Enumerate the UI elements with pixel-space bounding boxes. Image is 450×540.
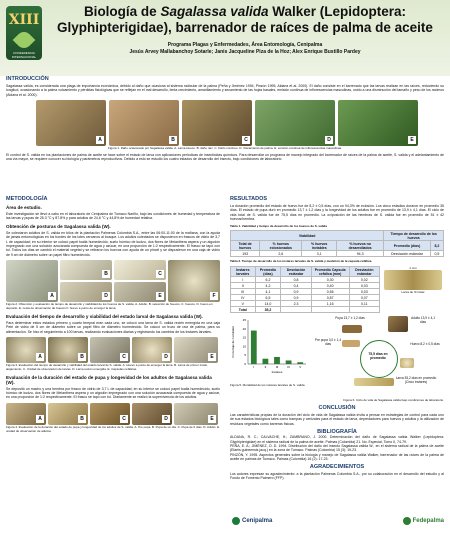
y-axis-label: Porcentaje de mortalidad — [231, 326, 235, 358]
figure-6-caption: Figura 6. Ciclo de vida de Sagalassa valida bajo condiciones de laboratorio. — [343, 398, 444, 403]
conference-logo-text: CONFERENCIA INTERNACIONAL — [11, 51, 37, 59]
fig2-photo-e: E — [114, 282, 166, 302]
methods-column — [6, 196, 220, 540]
bibliography-heading: BIBLIOGRAFÍA — [317, 429, 357, 436]
program-line: Programa Plagas y Enfermedades, Área Entomología, Cenipalma — [167, 42, 323, 48]
figure-2 — [6, 260, 220, 302]
table-2 — [230, 266, 380, 313]
introduction-section — [6, 76, 444, 165]
oviposition-text: Se colectaron adultos de S. valida en bilos de la plantación Palmeras Colombia S.A., entre las 06:00-11:00 de la mañana, con la ayuda de jamas entomológicas en los bordes de los lotes cercanos al bosque. Los adultos colectados se dispusieron en frascos de vidrio de 3,7 L de capacidad; en su interior se colocó papel toalla humedecido, suelo húmico de kudzu, dos flores de Melanthera aspera y un algodón impregnado con una solución azucarada compuesta de agua y azúcar, en una proporción de 1:2 respectivamente. El frasco se tapó con tul. Todos los días se cambió el material vegetal y se retiraron los huevos con ayuda de un pincel y se dispusieron en una caja de vidrio de 9 cm de diámetro sobre un papel filtro humedecido. — [6, 230, 220, 257]
cenipalma-logo: Cenipalma — [232, 517, 272, 525]
conclusion-text: Las características propias de la duración del ciclo de vida de Sagalassa valida invita a pensar en estrategias de control para cada uno de sus estados biológicos tales como trampas y cenizales para el estado de larva, depredadores para huevos y adultos y la utilización de residuos vegetales como barreras físicas. — [230, 413, 444, 426]
poster-title-line2: Glyphipterigidae), barrenador de raíces de palma de aceite — [57, 20, 433, 35]
scale-label: 1 mm — [409, 266, 417, 271]
table-row: III 4,1 0,9 0,56 0,03 — [231, 289, 380, 295]
bib-ref: PEÑA, E. A.; JIMÉNEZ, O. D. 1994. Distribución del daño del insecto Sagalassa valida W., en el sistema radical de la palma de aceite (Elaeis guineensis jacq.) en la zona de Tumaco. Palmas (Colombia) 15 (3): 19-23. — [230, 444, 444, 453]
prepupa-photo — [342, 340, 360, 347]
fig4-photo-c: C — [90, 403, 130, 425]
t1-header: % huevos inviables — [302, 241, 337, 251]
fig3-photo-b: B — [48, 337, 88, 363]
fig4-photo-e: E — [174, 403, 218, 425]
sponsor-logos — [232, 506, 444, 536]
t2-header: Promedio (días) — [255, 267, 281, 277]
pupa-photo — [342, 325, 362, 333]
egg-photo — [400, 358, 414, 368]
fig2-photo-f: F — [168, 260, 220, 302]
fedepalma-logo: Fedepalma — [403, 517, 444, 525]
t1-dev-value: 0,5 — [430, 251, 443, 257]
table-1-title: Tabla 1. Viabilidad y tiempo de desarrollo de los huevos de S. valida — [230, 223, 327, 228]
t1-header: % huevos eclosionados — [260, 241, 302, 251]
table-row: IV 6,5 0,9 0,87 0,07 — [231, 295, 380, 301]
conference-logo — [6, 6, 42, 60]
table-row: 193 2,6 3,1 94,3 Desviación estándar 0,5 — [231, 251, 444, 257]
fig2-photo-d: D — [60, 282, 112, 302]
thanks-text: Los autores expresan su agradecimiento: a la plantación Palmeras Colombia S.A., por su colaboración en el desarrollo del estudio y al Fondo de Fomento Palmero (FFP). — [230, 471, 444, 481]
fedepalma-mark-icon — [403, 517, 411, 525]
fig4-photo-d: D — [132, 403, 172, 425]
cycle-prepupa: Pre pupa 3,0 ± 1,4 días — [314, 338, 342, 347]
table-row: I 6,2 0,8 0,30 0,02 — [231, 277, 380, 283]
poster-title-line1: Biología de Sagalassa valida Walker (Lepidoptera: — [83, 4, 407, 19]
results-text: La duración promedio del estado de huevo fue de 8,2 ± 0,5 días, con un 94,3% de eclosión. Los cinco estadios duraron en promedio 35 días. El estado de pupa duró en promedio 13,7 ± 1,2 días y la longevidad de los adultos fue en promedio de 13,9 ± 4,1 días. El ciclo de vida total de S. valida fue de 75,5 días en promedio. La oviposición de las hembras de S. valida fue en promedio de 51 ± 42 huevos/hembra. — [230, 204, 444, 222]
figure-1-row — [36, 100, 444, 146]
results-column — [230, 196, 444, 540]
t2-header: Instares larvales — [231, 267, 256, 277]
bar-instar-V — [297, 362, 303, 364]
x-tick-label: III — [275, 365, 279, 370]
conference-logo-number: XIII — [8, 12, 40, 28]
x-tick-label: II — [264, 365, 267, 370]
cycle-larva: Larva 35,2 días en promedio (Cinco instares) — [395, 376, 437, 385]
fig1-photo-a: A — [36, 100, 106, 146]
pupa-eval-heading: Evaluación de la duración del estado de pupa y longevidad de los adultos de Sagalassa valida (W). — [6, 374, 212, 385]
mortality-chart-svg — [230, 316, 310, 378]
fig1-photo-e: E — [338, 100, 418, 146]
study-area-heading: Área de estudio. — [6, 205, 42, 210]
figure-3-caption: Figura 3. Evaluación del tiempo de desarrollo y viabilidad del estado larval de S. valida. A. Huevo a punto de emerger la larva. B. Larva de primer ínstar, alojamiento. C. Unidad de observación de larvas. D. Larva recién emergida. E. Capsulas cefálicas. — [6, 363, 208, 371]
cycle-total: 75,5 días en promedio — [368, 352, 388, 361]
fig3-photo-c: C — [90, 337, 130, 363]
y-tick-label: 0 — [244, 362, 246, 367]
y-tick-label: 25 — [242, 318, 246, 323]
x-tick-label: V — [299, 365, 302, 370]
x-tick-label: IV — [287, 365, 291, 370]
y-tick-label: 10 — [242, 344, 246, 349]
y-tick-label: 20 — [242, 327, 246, 332]
cycle-pupa: Pupa 13,7 ± 1,2 días — [335, 316, 365, 321]
table-2-title: Tabla 2. Tiempo de desarrollo de los instares larvales de S. valida y medición de la capsula cefálica. — [230, 259, 373, 264]
t1-dev-label: Desviación estándar — [384, 251, 431, 257]
t1-header: 8,2 — [430, 241, 443, 251]
bar-instar-IV — [286, 361, 292, 365]
y-tick-label: 15 — [242, 335, 246, 340]
life-cycle-diagram — [314, 316, 442, 398]
larva-photo — [384, 270, 442, 290]
figure-4-caption: Figura 4. Evaluación de la duración del estado de pupa y longevidad de los adultos de S. valida. A. Pre pupa. B. Pupa de un día. C. Pupa de 6 días. D. Adulto. E. unidad de observación de adultos. — [6, 424, 220, 433]
leaf-icon — [13, 29, 36, 52]
figure-4 — [6, 403, 220, 425]
bar-instar-II — [263, 359, 269, 364]
control-text: El control de S. valida en los plantaciones de palma de aceite se hace sobre el estado de larva con aplicaciones periódicas de insecticidas químicos. Para desarrollar un programa de manejo integrado del barrenador de raíces de la palma de aceite, S. valida y el adelantamiento de una vía mayor, se requiere conocer su biología y parámetros reproductivos. Debido a esto se estudió los cuatro estados de desarrollo del insecto, bajo condiciones de laboratorio. — [6, 153, 444, 162]
figure-3 — [6, 337, 220, 363]
poster-header — [0, 0, 450, 76]
larval-eval-heading: Evaluación del tiempo de desarrollo y viabilidad del estado larval de Sagalassa valida (W). — [6, 313, 203, 319]
oviposition-heading: Obtención de posturas de Sagalassa valida (W). — [6, 223, 111, 229]
t2-header: Promedio Capsula cefálica (mm) — [311, 267, 349, 277]
cenipalma-mark-icon — [232, 517, 240, 525]
introduction-heading: INTRODUCCIÓN — [6, 76, 49, 82]
figure-2-caption: Figura 2. Obtención y evaluación de tiempo de desarrollo y viabilidad de los huevos de S. valida. A. Adulto. B. selección de huevos. C. huevos. D. huevo en deposito. E. cesta de observación de huevos F. huevo a punto de emerger la larva. — [6, 302, 213, 311]
table-row: II 4,2 0,4 0,40 0,03 — [231, 283, 380, 289]
x-axis-label: Instares — [271, 370, 283, 375]
conclusion-heading: CONCLUSIÓN — [318, 405, 356, 412]
results-heading: RESULTADOS — [230, 196, 268, 202]
cycle-adult: Adulto 13,9 ± 4,1 días — [410, 316, 436, 325]
x-tick-label: I — [253, 365, 255, 370]
larva-photo-block — [384, 266, 442, 313]
bib-ref: ALDANA, R. C.; CALVACHE, H.; ZAMBRANO, J. 2000. Determinación del daño de Sagalassa valida Walker (Lepidoptera: Glyphipterigidae) en el sistema radical de la palma de aceite. Palmas (Colombia) 21. No. Especial, Tomo II, 74-79. — [230, 435, 444, 444]
t2-header: Desviación estándar — [281, 267, 311, 277]
fig1-photo-b: B — [109, 100, 179, 146]
t1-header: Promedio (días) — [384, 241, 431, 251]
y-tick-label: 5 — [244, 353, 246, 358]
larva-photo-label: Larva de III instar — [401, 290, 425, 295]
cycle-egg: Huevo 8,2 ± 0,5 días — [410, 342, 440, 347]
fig2-photo-c: C — [114, 260, 166, 280]
larva-cycle-photo — [354, 378, 394, 386]
table-row: Total 35,2 — [231, 307, 380, 313]
authors-line: Jesús Arvey Mallabanchoy Sotarle; Janis Jacqueline Piza de la Hoz; Alex Enrique Bustillo Pardey — [129, 49, 361, 55]
t1-group-development: Tiempo de desarrollo de los huevos — [384, 231, 444, 241]
pupa-eval-text: Se depositó un macho y una hembra por frasco de vidrio de 3,7 L de capacidad; en su interior se colocó papel toalla humedecido, suelo húmico de kudzu, dos flores de Melanthera aspera y un algodón impregnado con una solución azucarada compuesta de agua y azúcar, en una proporción de 1:2 respectivamente. El frasco se tapó con tul. Diariamente se realizó la supervivencia de los adultos. — [6, 386, 220, 400]
bar-instar-I — [251, 331, 257, 364]
fig2-photo-a: A — [6, 260, 58, 302]
fig3-photo-d: D — [132, 337, 172, 363]
fig1-photo-c: C — [182, 100, 252, 146]
methods-heading: METODOLOGÍA — [6, 196, 48, 202]
figure-5-caption: Figura 5. Mortalidad de los instares larvales de S. valida — [230, 383, 305, 388]
fig4-photo-b: B — [48, 403, 88, 425]
fig2-photo-b: B — [60, 260, 112, 280]
table-row: V 14,0 2,3 1,16 0,11 — [231, 301, 380, 307]
t1-group-viability: Viabilidad — [231, 231, 384, 241]
adult-photo — [388, 316, 408, 332]
table-1 — [230, 230, 444, 257]
fig1-photo-d: D — [255, 100, 335, 146]
t2-header: Desviación estándar — [349, 267, 379, 277]
larval-eval-text: Para determinar estos estados primero y cuarto tempral eran cada uno, se colocó una larva de S. valida recién emergida en una caja Petri de vidrio de 5 cm de diámetro sobre un papel filtro de diámetro humedecido. Se colocó un trozo de raíz de palma, para su alimentación. Se hizo el seguimiento a 100 larvas, realizando evaluaciones diarias y registrando los cambios de los instares larvales. — [6, 320, 220, 334]
title-block — [50, 4, 440, 55]
thanks-heading: AGRADECIMIENTOS — [309, 463, 365, 470]
figure-1-caption: Figura 1. Daño ocasionado por Sagalassa valida. A. Larva Hueco. B. daño raíz. C. Daño continuo. D. Volcamiento de palma. E. emisión continua de inflorescencias masculinas. — [108, 146, 342, 151]
introduction-text: Sagalassa valida, es considerada una plaga de importancia económica, debido al daño que ocasiona al sistema radicular de la palma (Peña y Jiménez 1994, Pinzón 1995, Aldana et al. 2000). El daño consiste en el barrenado que las larvas realizan en las raíces, reduciendo su longitud, ocasionando a la palma volcamiento y pérdidas fisiológicas que se reflejan en el mal desarrollo, lenta crecimiento, amarillamiento y secamiento de las hojas basales, emisión continua de inflorescencias masculinas, unido a una disminución del tamaño y peso de los racimos (Aldana et al. 2000). — [6, 84, 444, 97]
t1-header: % huevos no desarrollados — [337, 241, 384, 251]
mortality-chart — [230, 316, 310, 398]
study-area-text: Este investigación se llevó a cabo en el laboratorio de Cenipalma de Tumaco Nariño, bajo las condiciones de humedad y temperatura de las larvas y pupas de 25.3 °C y 87.8% y para adultos de 24,6 °C y 44,8% de humedad relativa. — [6, 212, 220, 221]
fig3-photo-e: E — [174, 337, 218, 363]
bib-ref: PINZÓN, Y. 1995. Aspectos generales sobre la biología y manejo de Sagalassa valida Walker, barrenador de las raíces de la palma de aceite en palmas de Tumaco. Palmas (Colombia) 16 (2): 17-23. — [230, 452, 444, 462]
t1-header: Total de huevos — [231, 241, 260, 251]
fig4-photo-a: A — [6, 403, 46, 425]
fig3-photo-a: A — [6, 337, 46, 363]
bar-instar-III — [274, 357, 280, 364]
